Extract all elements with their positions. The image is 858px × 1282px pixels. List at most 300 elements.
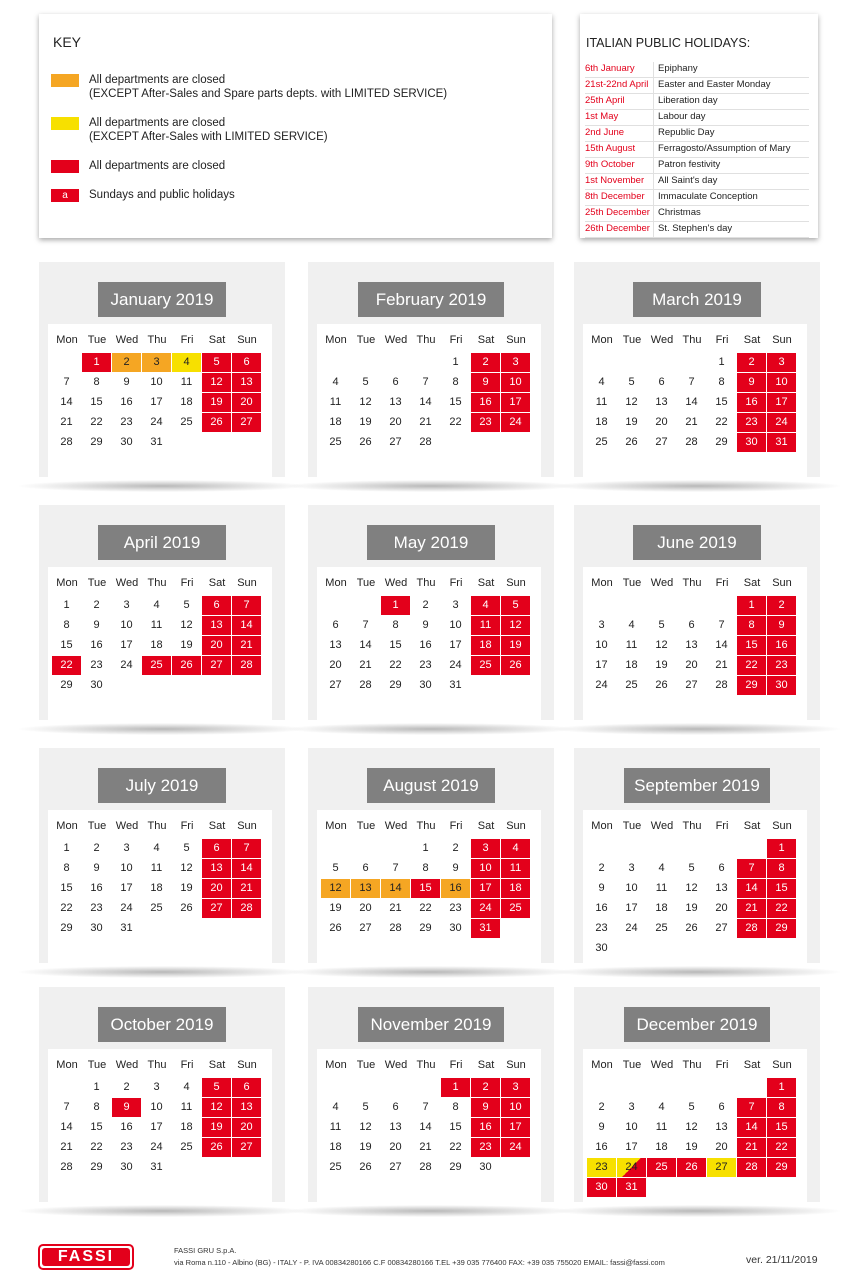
day-cell: 6 — [232, 1078, 261, 1097]
weekday-header: Sat — [743, 1059, 761, 1071]
day-cell: 26 — [625, 436, 638, 448]
day-cell: 15 — [737, 636, 766, 655]
holiday-row — [585, 126, 809, 142]
day-cell: 30 — [449, 922, 462, 934]
day-cell: 8 — [767, 859, 796, 878]
day-cell: 14 — [419, 1121, 432, 1133]
day-cell: 23 — [587, 1158, 616, 1177]
day-cell: 4 — [332, 1101, 339, 1113]
month-title: January 2019 — [98, 282, 226, 317]
month-shadow — [554, 723, 840, 735]
month-title: February 2019 — [358, 282, 504, 317]
key-swatch-red — [51, 160, 79, 173]
day-cell: 25 — [471, 656, 500, 675]
weekday-header: Mon — [591, 577, 613, 589]
holiday-row — [585, 110, 809, 126]
weekday-header: Thu — [682, 577, 702, 589]
day-cell: 29 — [60, 679, 73, 691]
day-cell: 22 — [419, 902, 432, 914]
day-cell: 23 — [90, 902, 103, 914]
weekday-header: Fri — [180, 1059, 194, 1071]
day-cell: 28 — [60, 1161, 73, 1173]
day-cell: 29 — [90, 436, 103, 448]
day-cell: 20 — [329, 659, 342, 671]
weekday-header: Wed — [115, 820, 139, 832]
day-cell: 2 — [93, 842, 100, 854]
day-cell: 17 — [120, 882, 133, 894]
month-title: April 2019 — [98, 525, 226, 560]
day-cell: 25 — [150, 902, 163, 914]
day-cell: 7 — [232, 839, 261, 858]
day-cell: 12 — [625, 396, 638, 408]
day-cell: 16 — [595, 1141, 608, 1153]
day-cell: 7 — [718, 619, 725, 631]
day-cell: 2 — [737, 353, 766, 372]
day-cell: 15 — [389, 639, 402, 651]
day-cell: 16 — [767, 636, 796, 655]
day-cell: 4 — [183, 1081, 190, 1093]
month-grid — [317, 810, 541, 965]
day-cell: 14 — [381, 879, 410, 898]
month-title: October 2019 — [98, 1007, 226, 1042]
day-cell: 20 — [715, 1141, 728, 1153]
weekday-header: Thu — [416, 334, 436, 346]
weekday-header: Sun — [237, 1059, 257, 1071]
day-cell: 15 — [449, 396, 462, 408]
day-cell: 7 — [422, 1101, 429, 1113]
weekday-header: Thu — [682, 820, 702, 832]
day-cell: 15 — [411, 879, 440, 898]
key-text-line: All departments are closed — [89, 74, 226, 86]
month-title: September 2019 — [624, 768, 770, 803]
month-shadow — [554, 1205, 840, 1217]
day-cell: 8 — [63, 862, 70, 874]
weekday-header: Thu — [416, 820, 436, 832]
day-cell: 5 — [183, 599, 190, 611]
day-cell: 11 — [180, 376, 193, 388]
day-cell: 26 — [172, 656, 201, 675]
weekday-header: Tue — [622, 577, 642, 589]
day-cell: 21 — [419, 416, 432, 428]
day-cell: 9 — [452, 862, 459, 874]
day-cell: 14 — [232, 859, 261, 878]
day-cell: 13 — [202, 859, 231, 878]
day-cell: 20 — [655, 416, 668, 428]
holiday-name: Epiphany — [653, 62, 809, 77]
month-shadow — [288, 966, 574, 978]
weekday-header: Sat — [477, 1059, 495, 1071]
day-cell: 4 — [172, 353, 201, 372]
day-cell: 29 — [737, 676, 766, 695]
day-cell: 18 — [329, 1141, 342, 1153]
day-cell: 18 — [180, 1121, 193, 1133]
day-cell: 6 — [688, 619, 695, 631]
weekday-header: Mon — [591, 820, 613, 832]
day-cell: 31 — [150, 436, 163, 448]
day-cell: 4 — [501, 839, 530, 858]
day-cell: 26 — [180, 902, 193, 914]
day-cell: 19 — [501, 636, 530, 655]
holiday-date: 21st-22nd April — [585, 79, 649, 90]
day-cell: 8 — [63, 619, 70, 631]
month-grid — [48, 324, 272, 479]
day-cell: 1 — [767, 839, 796, 858]
weekday-header: Tue — [622, 1059, 642, 1071]
day-cell: 12 — [359, 1121, 372, 1133]
weekday-header: Wed — [650, 820, 674, 832]
weekday-header: Thu — [416, 1059, 436, 1071]
day-cell: 11 — [150, 619, 163, 631]
day-cell: 14 — [715, 639, 728, 651]
day-cell: 23 — [471, 1138, 500, 1157]
day-cell: 30 — [479, 1161, 492, 1173]
day-cell: 11 — [329, 1121, 342, 1133]
day-cell: 25 — [595, 436, 608, 448]
day-cell: 17 — [120, 639, 133, 651]
day-cell: 4 — [471, 596, 500, 615]
month-shadow — [19, 966, 305, 978]
day-cell: 22 — [90, 416, 103, 428]
day-cell: 7 — [362, 619, 369, 631]
weekday-header: Fri — [449, 577, 463, 589]
day-cell: 5 — [362, 1101, 369, 1113]
day-cell: 19 — [685, 902, 698, 914]
day-cell: 3 — [501, 1078, 530, 1097]
weekday-header: Sun — [772, 577, 792, 589]
day-cell: 24 — [501, 1138, 530, 1157]
fassi-logo — [38, 1244, 134, 1270]
day-cell: 1 — [737, 596, 766, 615]
day-cell: 18 — [150, 639, 163, 651]
weekday-header: Thu — [147, 334, 167, 346]
day-cell: 30 — [595, 942, 608, 954]
month-grid — [583, 1049, 807, 1204]
day-cell: 28 — [419, 436, 432, 448]
weekday-header: Thu — [147, 820, 167, 832]
weekday-header: Wed — [384, 820, 408, 832]
day-cell: 8 — [392, 619, 399, 631]
day-cell: 5 — [183, 842, 190, 854]
day-cell: 14 — [232, 616, 261, 635]
day-cell: 27 — [389, 436, 402, 448]
holiday-row — [585, 190, 809, 206]
day-cell: 3 — [501, 353, 530, 372]
day-cell: 28 — [60, 436, 73, 448]
day-cell: 9 — [471, 373, 500, 392]
day-cell: 16 — [90, 882, 103, 894]
day-cell: 23 — [449, 902, 462, 914]
day-cell: 4 — [658, 1101, 665, 1113]
day-cell: 11 — [655, 1121, 668, 1133]
day-cell: 23 — [471, 413, 500, 432]
weekday-header: Wed — [115, 334, 139, 346]
day-cell: 21 — [685, 416, 698, 428]
weekday-header: Tue — [356, 334, 376, 346]
day-cell: 10 — [767, 373, 796, 392]
day-cell: 13 — [389, 396, 402, 408]
day-cell: 4 — [153, 599, 160, 611]
day-cell: 17 — [625, 1141, 638, 1153]
weekday-header: Sat — [208, 577, 226, 589]
month-title: November 2019 — [358, 1007, 504, 1042]
day-cell: 13 — [202, 616, 231, 635]
weekday-header: Thu — [147, 577, 167, 589]
weekday-header: Sat — [477, 820, 495, 832]
day-cell: 3 — [471, 839, 500, 858]
day-cell: 30 — [120, 436, 133, 448]
day-cell: 4 — [658, 862, 665, 874]
day-cell: 25 — [180, 416, 193, 428]
day-cell: 5 — [362, 376, 369, 388]
day-cell: 13 — [715, 1121, 728, 1133]
month-title: May 2019 — [367, 525, 495, 560]
day-cell: 12 — [655, 639, 668, 651]
day-cell: 24 — [120, 902, 133, 914]
holiday-date: 6th January — [585, 63, 635, 74]
day-cell: 18 — [329, 416, 342, 428]
day-cell: 27 — [232, 1138, 261, 1157]
day-cell: 24 — [150, 416, 163, 428]
key-swatch-yellow — [51, 117, 79, 130]
day-cell: 18 — [655, 902, 668, 914]
day-cell: 8 — [93, 1101, 100, 1113]
holiday-date: 25th December — [585, 207, 650, 218]
day-cell: 9 — [598, 882, 605, 894]
day-cell: 26 — [202, 413, 231, 432]
month-title: July 2019 — [98, 768, 226, 803]
holiday-row — [585, 222, 809, 238]
day-cell: 6 — [332, 619, 339, 631]
month-grid — [583, 567, 807, 722]
day-cell: 1 — [63, 842, 70, 854]
day-cell: 20 — [715, 902, 728, 914]
day-cell: 11 — [471, 616, 500, 635]
month-shadow — [19, 723, 305, 735]
holiday-date: 1st November — [585, 175, 645, 186]
day-cell: 23 — [737, 413, 766, 432]
weekday-header: Wed — [650, 1059, 674, 1071]
weekday-header: Sun — [237, 820, 257, 832]
key-text-line: All departments are closed — [89, 117, 226, 129]
holiday-row — [585, 78, 809, 94]
key-swatch-sundays: a — [51, 189, 79, 202]
day-cell: 21 — [232, 636, 261, 655]
weekday-header: Fri — [715, 577, 729, 589]
day-cell: 17 — [501, 393, 530, 412]
day-cell: 21 — [232, 879, 261, 898]
day-cell: 29 — [60, 922, 73, 934]
day-cell: 25 — [180, 1141, 193, 1153]
day-cell: 14 — [60, 396, 73, 408]
day-cell: 9 — [112, 1098, 141, 1117]
weekday-header: Sun — [772, 820, 792, 832]
day-cell: 24 — [625, 922, 638, 934]
weekday-header: Mon — [325, 1059, 347, 1071]
day-cell: 4 — [153, 842, 160, 854]
day-cell: 7 — [737, 859, 766, 878]
day-cell: 2 — [123, 1081, 130, 1093]
day-cell: 2 — [422, 599, 429, 611]
day-cell: 4 — [628, 619, 635, 631]
logo-text: FASSI — [42, 1248, 130, 1266]
month-shadow — [554, 966, 840, 978]
day-cell: 6 — [392, 1101, 399, 1113]
day-cell: 27 — [359, 922, 372, 934]
month-grid — [583, 810, 807, 965]
holiday-date: 15th August — [585, 143, 636, 154]
holiday-date: 1st May — [585, 111, 619, 122]
day-cell: 23 — [90, 659, 103, 671]
day-cell: 22 — [715, 416, 728, 428]
month-grid — [317, 1049, 541, 1204]
day-cell: 31 — [617, 1178, 646, 1197]
day-cell: 23 — [595, 922, 608, 934]
weekday-header: Thu — [682, 334, 702, 346]
day-cell: 10 — [120, 619, 133, 631]
day-cell: 22 — [767, 899, 796, 918]
day-cell: 18 — [595, 416, 608, 428]
day-cell: 3 — [628, 1101, 635, 1113]
day-cell: 30 — [120, 1161, 133, 1173]
day-cell: 22 — [389, 659, 402, 671]
day-cell: 5 — [202, 1078, 231, 1097]
day-cell: 17 — [767, 393, 796, 412]
day-cell: 22 — [52, 656, 81, 675]
key-text-line: Sundays and public holidays — [89, 189, 235, 201]
day-cell: 7 — [392, 862, 399, 874]
holiday-row — [585, 206, 809, 222]
day-cell: 3 — [628, 862, 635, 874]
day-cell: 6 — [232, 353, 261, 372]
day-cell: 10 — [625, 1121, 638, 1133]
day-cell: 8 — [422, 862, 429, 874]
footer-address: via Roma n.110 - Albino (BG) - ITALY - P. IVA 00834280166 C.F 00834280166 T.EL +39 035 776400 FAX: +39 035 755020 EMAIL: fassi@fassi.com — [174, 1258, 665, 1267]
day-cell: 8 — [452, 376, 459, 388]
day-cell: 22 — [737, 656, 766, 675]
day-cell: 12 — [685, 1121, 698, 1133]
day-cell: 31 — [767, 433, 796, 452]
day-cell: 12 — [359, 396, 372, 408]
day-cell: 1 — [718, 356, 725, 368]
day-cell: 24 — [449, 659, 462, 671]
day-cell: 24 — [595, 679, 608, 691]
day-cell: 1 — [93, 1081, 100, 1093]
day-cell: 21 — [60, 1141, 73, 1153]
day-cell: 29 — [389, 679, 402, 691]
day-cell: 16 — [471, 393, 500, 412]
day-cell: 14 — [685, 396, 698, 408]
weekday-header: Tue — [87, 820, 107, 832]
weekday-header: Thu — [147, 1059, 167, 1071]
day-cell: 29 — [419, 922, 432, 934]
day-cell: 21 — [715, 659, 728, 671]
day-cell: 15 — [715, 396, 728, 408]
day-cell: 24 — [150, 1141, 163, 1153]
holiday-name: Easter and Easter Monday — [653, 78, 809, 93]
day-cell: 24 — [617, 1158, 646, 1177]
month-grid — [583, 324, 807, 479]
day-cell: 22 — [90, 1141, 103, 1153]
day-cell: 2 — [471, 353, 500, 372]
weekday-header: Wed — [650, 577, 674, 589]
day-cell: 18 — [655, 1141, 668, 1153]
day-cell: 18 — [501, 879, 530, 898]
day-cell: 19 — [180, 882, 193, 894]
day-cell: 30 — [767, 676, 796, 695]
day-cell: 12 — [202, 373, 231, 392]
month-shadow — [554, 480, 840, 492]
day-cell: 8 — [737, 616, 766, 635]
day-cell: 11 — [329, 396, 342, 408]
day-cell: 6 — [658, 376, 665, 388]
day-cell: 27 — [202, 899, 231, 918]
day-cell: 8 — [767, 1098, 796, 1117]
day-cell: 1 — [63, 599, 70, 611]
key-title: KEY — [53, 34, 82, 50]
day-cell: 9 — [767, 616, 796, 635]
day-cell: 16 — [471, 1118, 500, 1137]
day-cell: 19 — [180, 639, 193, 651]
day-cell: 28 — [737, 919, 766, 938]
day-cell: 9 — [598, 1121, 605, 1133]
day-cell: 24 — [501, 413, 530, 432]
day-cell: 2 — [471, 1078, 500, 1097]
day-cell: 11 — [595, 396, 608, 408]
month-shadow — [288, 480, 574, 492]
day-cell: 12 — [501, 616, 530, 635]
day-cell: 21 — [737, 1138, 766, 1157]
day-cell: 9 — [93, 619, 100, 631]
day-cell: 14 — [737, 879, 766, 898]
holiday-name: Immaculate Conception — [653, 190, 809, 205]
weekday-header: Tue — [622, 820, 642, 832]
day-cell: 12 — [685, 882, 698, 894]
key-text-line: (EXCEPT After-Sales and Spare parts depts. with LIMITED SERVICE) — [89, 88, 448, 100]
day-cell: 8 — [718, 376, 725, 388]
weekday-header: Wed — [384, 334, 408, 346]
weekday-header: Sat — [208, 820, 226, 832]
weekday-header: Tue — [87, 334, 107, 346]
day-cell: 19 — [359, 1141, 372, 1153]
day-cell: 7 — [737, 1098, 766, 1117]
day-cell: 27 — [389, 1161, 402, 1173]
weekday-header: Tue — [356, 820, 376, 832]
day-cell: 26 — [655, 679, 668, 691]
day-cell: 6 — [718, 1101, 725, 1113]
day-cell: 24 — [471, 899, 500, 918]
day-cell: 25 — [329, 436, 342, 448]
day-cell: 27 — [715, 922, 728, 934]
weekday-header: Sat — [743, 820, 761, 832]
day-cell: 19 — [329, 902, 342, 914]
weekday-header: Thu — [682, 1059, 702, 1071]
day-cell: 21 — [389, 902, 402, 914]
day-cell: 28 — [232, 656, 261, 675]
day-cell: 15 — [60, 882, 73, 894]
month-grid — [48, 810, 272, 965]
day-cell: 13 — [232, 1098, 261, 1117]
holiday-name: Ferragosto/Assumption of Mary — [653, 142, 809, 157]
day-cell: 20 — [389, 416, 402, 428]
day-cell: 27 — [202, 656, 231, 675]
weekday-header: Fri — [180, 820, 194, 832]
day-cell: 29 — [767, 1158, 796, 1177]
day-cell: 19 — [625, 416, 638, 428]
weekday-header: Mon — [591, 334, 613, 346]
day-cell: 16 — [419, 639, 432, 651]
month-shadow — [19, 480, 305, 492]
day-cell: 2 — [452, 842, 459, 854]
